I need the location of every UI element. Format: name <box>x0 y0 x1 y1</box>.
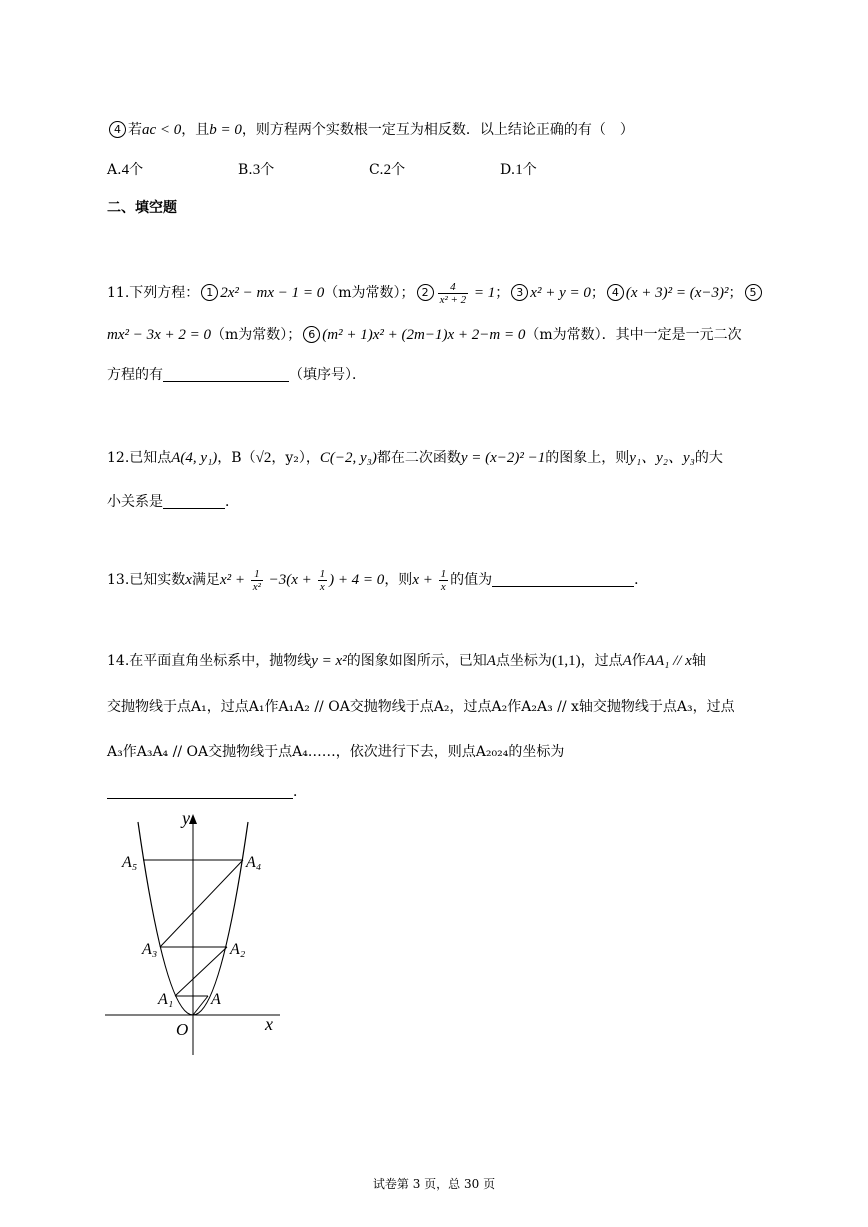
axis-label-y: y <box>182 810 190 828</box>
circled-number: 5 <box>745 284 762 301</box>
q13-fraction-3 <box>439 568 449 593</box>
q10-text-2: ，且 <box>181 122 210 138</box>
q13-text-4: 的值为 <box>450 572 493 588</box>
option-prefix: D. <box>500 162 516 178</box>
q14-text-c: 点坐标为 <box>495 653 552 669</box>
q12-text-5: 的图象上，则 <box>545 450 630 466</box>
circled-number: 4 <box>607 284 624 301</box>
q12-ys: y₁、y₂、y₃ <box>629 450 695 466</box>
q11-eq-5: mx² − 3x + 2 = 0 <box>107 327 212 343</box>
point-label-a: A <box>211 991 221 1008</box>
option-a <box>107 160 143 180</box>
answer-blank[interactable] <box>107 784 293 799</box>
q14-tail: ． <box>293 784 307 800</box>
circled-number: 2 <box>417 284 434 301</box>
q14-text-g: 轴 <box>691 653 706 669</box>
q14-line-2 <box>107 697 735 717</box>
point-label-a2: A₂ <box>230 941 246 958</box>
q12-text-6: 的大 <box>694 450 723 466</box>
option-b <box>238 160 274 180</box>
q12-text-1: 已知点 <box>129 450 172 466</box>
option-prefix: B. <box>238 162 253 178</box>
answer-blank[interactable] <box>492 572 634 587</box>
q11-text: 方程的有 <box>107 367 163 383</box>
q13-paren-close: ) <box>329 572 335 588</box>
q11-fraction <box>438 281 469 306</box>
segment-a3-a4 <box>160 860 243 947</box>
q12-text-2: ，B（ <box>217 450 256 466</box>
q10-math-1: ac < 0 <box>142 122 182 138</box>
question-number: 12. <box>107 450 130 466</box>
parabola-diagram <box>100 810 300 1060</box>
axis-label-x: x <box>265 1014 273 1034</box>
point-label-a1: A₁ <box>158 991 174 1008</box>
q14-line-4 <box>107 782 307 802</box>
q13-fraction-2 <box>318 568 328 593</box>
answer-blank[interactable] <box>163 494 225 509</box>
q11-tail: （填序号）． <box>289 367 366 383</box>
q13-text-2: 满足 <box>191 572 220 588</box>
circled-number: 3 <box>511 284 528 301</box>
q10-math-2: b = 0 <box>209 122 242 138</box>
option-value: 4 <box>121 162 130 178</box>
q14-line-3 <box>107 742 564 762</box>
q14-text-a: 在平面直角坐标系中，抛物线 <box>129 653 312 669</box>
point-label-a3: A₃ <box>142 941 158 958</box>
q14-text-b: 的图象如图所示，已知 <box>346 653 487 669</box>
point-label-a4: A₄ <box>246 854 262 871</box>
option-value: 3 <box>252 162 261 178</box>
q13-var: x <box>185 572 192 588</box>
q13-expr: x + <box>412 572 437 588</box>
q12-sqrt: √2 <box>255 450 272 466</box>
page-footer: 试卷第 3 页，总 30 页 <box>372 1177 496 1191</box>
fraction-numerator: 1 <box>319 567 326 580</box>
q11-note-1: （m为常数）； <box>324 285 415 301</box>
circled-number: 4 <box>109 121 126 138</box>
section-title: 二、填空题 <box>107 200 177 216</box>
circled-number: 6 <box>303 326 320 343</box>
parabola-figure <box>100 810 300 1064</box>
option-prefix: C. <box>369 162 384 178</box>
q11-intro: 下列方程： <box>129 285 200 301</box>
option-value: 1 <box>515 162 523 178</box>
fraction-denominator: x² <box>252 580 261 593</box>
q13-text-1: 已知实数 <box>129 572 186 588</box>
question-number: 13. <box>107 572 130 588</box>
q11-eq-4: (x + 3)² = (x−3)² <box>625 285 729 301</box>
q11-line-2 <box>107 325 742 345</box>
q14-point-a-2: A <box>622 653 632 669</box>
q12-function: y = (x−2)² −1 <box>460 450 546 466</box>
fraction-denominator: x <box>440 580 446 593</box>
q11-note-6: （m为常数）．其中一定是一元二次 <box>525 327 742 343</box>
option-suffix: 个 <box>522 162 537 178</box>
q13-eq-c: + 4 = 0 <box>334 572 385 588</box>
q12-line-2 <box>107 492 239 512</box>
q11-eq-6: (m² + 1)x² + (2m−1)x + 2−m = 0 <box>322 327 526 343</box>
answer-blank[interactable] <box>163 367 289 382</box>
q11-line-1: 11.下列方程： 1 2x² − mx − 1 = 0（m为常数）； 2 $\frac{4}{\text{x² + 2}}$ = 1； 3 x² + y = 0； 4 (x + 3)² = (x−3)²； 5 <box>107 280 764 306</box>
q13-fraction-1 <box>251 568 263 593</box>
fraction-denominator: x <box>319 580 325 593</box>
q11-line-3 <box>107 365 366 385</box>
q11-note-5: （m为常数）； <box>211 327 302 343</box>
q14-text-d: ，过点 <box>580 653 623 669</box>
q14-text-line-2: 交抛物线于点A₁，过点A₁作A₁A₂ // OA交抛物线于点A₂，过点A₂作A₂A₃ // x轴交抛物线于点A₃，过点 <box>107 699 735 715</box>
y-axis-arrow <box>189 814 197 824</box>
q13-text-3: ，则 <box>384 572 413 588</box>
q13-eq-b: −3 <box>264 572 287 588</box>
option-c <box>369 160 405 180</box>
option-suffix: 个 <box>260 162 275 178</box>
fraction-numerator: 4 <box>438 281 469 294</box>
question-number: 11. <box>107 285 130 301</box>
option-suffix: 个 <box>391 162 406 178</box>
q14-text-f: 作 <box>631 653 646 669</box>
q14-coord: (1,1) <box>551 653 581 669</box>
q11-eq-3: x² + y = 0 <box>530 285 591 301</box>
circled-number: 1 <box>201 284 218 301</box>
q13-eq-a: x² + <box>219 572 249 588</box>
q11-eq-1: 2x² − mx − 1 = 0 <box>220 285 325 301</box>
q11-eq-2: = 1 <box>470 285 496 301</box>
q12-point-c: C(−2, y₃) <box>319 450 377 466</box>
q12-tail: ． <box>225 494 239 510</box>
q12-line-1 <box>107 448 723 468</box>
q12-text-3: ，y₂）， <box>271 450 320 466</box>
q14-text-line-3: A₃作A₃A₄ // OA交抛物线于点A₄……，依次进行下去，则点A₂₀₂₄的坐标为 <box>107 744 565 760</box>
fraction-numerator: 1 <box>440 567 447 580</box>
q10-item-4 <box>107 120 634 140</box>
q14-parallel: AA₁ // x <box>645 653 692 669</box>
q13-paren-open: (x + <box>286 572 316 588</box>
option-suffix: 个 <box>129 162 144 178</box>
q14-point-a: A <box>486 653 496 669</box>
q14-function: y = x² <box>311 653 347 669</box>
q13-line-1 <box>107 566 648 594</box>
q12-text-4: 都在二次函数 <box>376 450 461 466</box>
q14-line-1 <box>107 651 706 671</box>
origin-label: O <box>176 1020 189 1039</box>
fraction-denominator: x² + 2 <box>439 293 467 306</box>
q12-text: 小关系是 <box>107 494 163 510</box>
q13-tail: ． <box>634 572 649 588</box>
q12-point-a: A(4, y₁) <box>171 450 218 466</box>
option-prefix: A. <box>107 162 122 178</box>
q10-text-1: 若 <box>128 122 142 138</box>
option-value: 2 <box>383 162 392 178</box>
q10-text-3: ，则方程两个实数根一定互为相反数．以上结论正确的有（ ） <box>241 122 634 138</box>
fraction-numerator: 1 <box>251 568 263 581</box>
point-label-a5: A₅ <box>122 854 138 871</box>
question-number: 14. <box>107 653 130 669</box>
option-d <box>500 160 537 180</box>
